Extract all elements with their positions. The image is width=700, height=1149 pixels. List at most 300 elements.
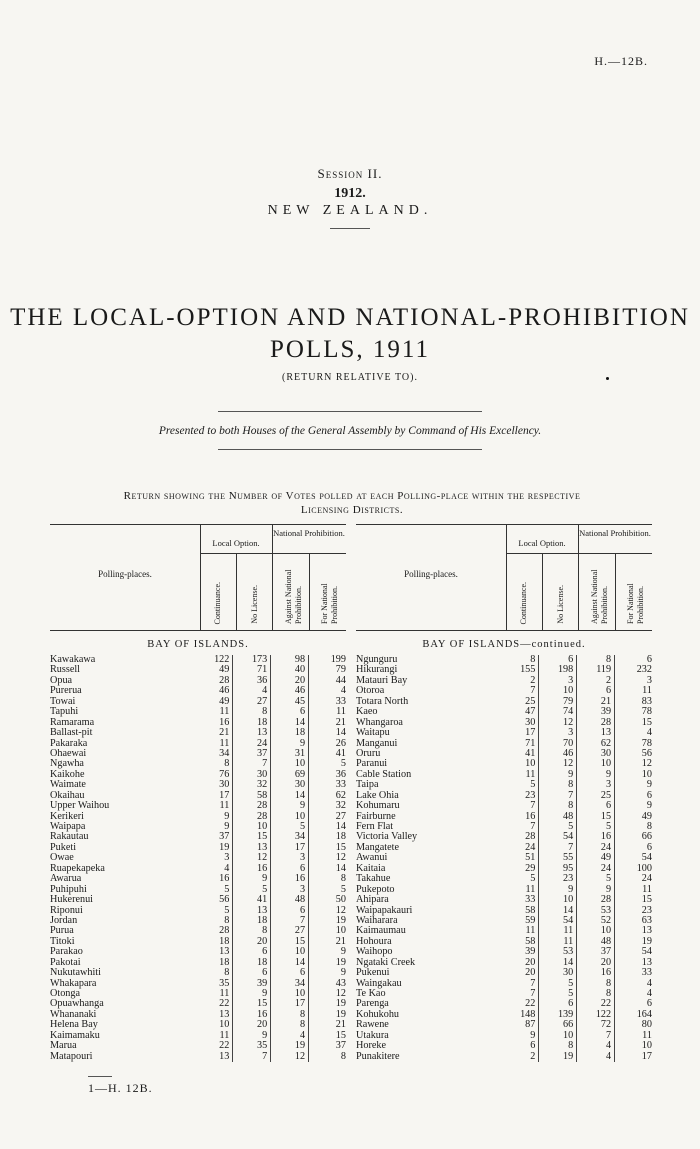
no-license-value: 6 <box>233 947 271 957</box>
polling-place-name: Kaeo <box>356 707 378 718</box>
for-np-value: 26 <box>335 737 346 749</box>
for-np-value: 50 <box>335 894 346 906</box>
no-license-value: 12 <box>233 853 271 863</box>
no-license-value: 8 <box>539 1041 577 1051</box>
continuance-value: 56 <box>195 895 233 905</box>
for-np-value: 100 <box>636 862 652 874</box>
for-np-value: 49 <box>641 810 652 822</box>
no-license-value: 7 <box>539 843 577 853</box>
continuance-value: 49 <box>195 697 233 707</box>
continuance-value: 7 <box>501 979 539 989</box>
page-footer: 1—H. 12B. <box>88 1081 153 1095</box>
polling-place-name: Puketi <box>50 842 77 853</box>
for-np-value: 15 <box>335 1029 346 1041</box>
no-license-value: 14 <box>539 906 577 916</box>
header-divider <box>615 553 616 630</box>
polling-place-name: Hohoura <box>356 936 392 947</box>
no-license-value: 6 <box>539 999 577 1009</box>
header-divider <box>236 553 237 630</box>
continuance-value: 8 <box>195 968 233 978</box>
polling-place-name: Kaitaia <box>356 863 386 874</box>
no-license-value: 58 <box>233 791 271 801</box>
against-np-value: 2 <box>577 676 615 686</box>
against-np-value: 72 <box>577 1020 615 1030</box>
for-np-value: 14 <box>335 727 346 739</box>
against-np-value: 9 <box>271 739 309 749</box>
for-np-value: 21 <box>335 1019 346 1031</box>
against-np-value: 119 <box>577 665 615 675</box>
no-license-value: 5 <box>539 989 577 999</box>
no-license-value: 79 <box>539 697 577 707</box>
continuance-value: 122 <box>195 655 233 665</box>
document-title-line1: THE LOCAL-OPTION AND NATIONAL-PROHIBITION <box>10 304 690 331</box>
for-np-value: 13 <box>641 956 652 968</box>
for-np-value: 6 <box>646 998 652 1010</box>
continuance-value: 7 <box>501 822 539 832</box>
col-national-prohibition: National Prohibition. <box>273 528 345 538</box>
polling-place-name: Awanui <box>356 853 388 864</box>
polling-place-name: Horeke <box>356 1041 386 1052</box>
for-np-value: 15 <box>641 894 652 906</box>
polling-place-name: Opuawhanga <box>50 999 104 1010</box>
for-np-value: 79 <box>335 664 346 676</box>
no-license-value: 5 <box>233 885 271 895</box>
against-np-value: 5 <box>577 822 615 832</box>
against-np-value: 69 <box>271 770 309 780</box>
against-np-value: 13 <box>577 728 615 738</box>
for-np-value: 11 <box>336 706 346 718</box>
continuance-value: 4 <box>195 864 233 874</box>
against-np-value: 8 <box>271 1010 309 1020</box>
polling-place-name: Otoroa <box>356 686 385 697</box>
continuance-value: 25 <box>501 697 539 707</box>
no-license-value: 48 <box>539 812 577 822</box>
polling-place-name: Waihopo <box>356 947 393 958</box>
no-license-value: 37 <box>233 749 271 759</box>
polling-place-name: Rakautau <box>50 832 89 843</box>
for-np-value: 8 <box>340 1050 346 1062</box>
for-np-value: 54 <box>641 852 652 864</box>
no-license-value: 9 <box>233 1031 271 1041</box>
return-heading-line2: Licensing Districts. <box>300 504 404 516</box>
document-subtitle: (RETURN RELATIVE TO). <box>282 372 418 383</box>
continuance-value: 5 <box>501 780 539 790</box>
polling-place-name: Matapouri <box>50 1051 93 1062</box>
no-license-value: 9 <box>539 885 577 895</box>
against-np-value: 24 <box>577 843 615 853</box>
no-license-value: 12 <box>539 759 577 769</box>
against-np-value: 9 <box>271 801 309 811</box>
table-row <box>356 968 652 978</box>
continuance-value: 59 <box>501 916 539 926</box>
table-row <box>50 801 346 811</box>
polling-place-name: Waiharara <box>356 915 398 926</box>
polling-place-name: Kaimamaku <box>50 1030 100 1041</box>
continuance-value: 11 <box>195 707 233 717</box>
continuance-value: 9 <box>501 1031 539 1041</box>
continuance-value: 16 <box>195 874 233 884</box>
for-np-value: 5 <box>340 758 346 770</box>
against-np-value: 40 <box>271 665 309 675</box>
col-no-license: No License. <box>556 585 565 624</box>
polling-place-name: Lake Ohia <box>356 790 399 801</box>
header-divider <box>272 525 273 630</box>
polling-place-name: Waipapa <box>50 822 86 832</box>
for-np-value: 62 <box>335 789 346 801</box>
continuance-value: 11 <box>195 1031 233 1041</box>
polling-place-name: Takahue <box>356 874 391 885</box>
against-np-value: 16 <box>271 874 309 884</box>
no-license-value: 16 <box>233 1010 271 1020</box>
for-np-value: 12 <box>335 988 346 999</box>
no-license-value: 55 <box>539 853 577 863</box>
for-np-value: 43 <box>335 977 346 989</box>
continuance-value: 24 <box>501 843 539 853</box>
for-np-value: 199 <box>330 654 346 665</box>
continuance-value: 18 <box>195 937 233 947</box>
continuance-value: 11 <box>195 801 233 811</box>
continuance-value: 10 <box>195 1020 233 1030</box>
header-divider <box>542 553 543 630</box>
no-license-value: 16 <box>233 864 271 874</box>
for-np-value: 8 <box>340 873 346 885</box>
for-np-value: 33 <box>641 967 652 979</box>
no-license-value: 7 <box>539 791 577 801</box>
no-license-value: 30 <box>233 770 271 780</box>
against-np-value: 98 <box>271 655 309 665</box>
for-np-value: 63 <box>641 914 652 926</box>
no-license-value: 20 <box>233 937 271 947</box>
for-np-value: 27 <box>335 810 346 822</box>
polling-place-name: Ahipara <box>356 895 389 906</box>
polling-place-name: Te Kao <box>356 989 386 999</box>
continuance-value: 2 <box>501 1052 539 1062</box>
for-np-value: 33 <box>335 779 346 791</box>
continuance-value: 148 <box>501 1010 539 1020</box>
polling-place-name: Purua <box>50 926 74 937</box>
against-np-value: 10 <box>271 759 309 769</box>
section-title-right: BAY OF ISLANDS—continued. <box>422 639 586 650</box>
no-license-value: 10 <box>233 822 271 832</box>
no-license-value: 5 <box>539 822 577 832</box>
country-label: NEW ZEALAND. <box>267 203 433 218</box>
for-np-value: 19 <box>335 956 346 968</box>
polling-place-name: Ballast-pit <box>50 728 93 739</box>
against-np-value: 14 <box>271 718 309 728</box>
continuance-value: 33 <box>501 895 539 905</box>
against-np-value: 18 <box>271 728 309 738</box>
polling-place-name: Purerua <box>50 686 82 697</box>
table-row <box>356 728 652 738</box>
against-np-value: 6 <box>577 801 615 811</box>
continuance-value: 22 <box>501 999 539 1009</box>
against-np-value: 16 <box>577 832 615 842</box>
continuance-value: 47 <box>501 707 539 717</box>
no-license-value: 54 <box>539 916 577 926</box>
no-license-value: 9 <box>233 874 271 884</box>
continuance-value: 34 <box>195 749 233 759</box>
polling-place-name: Mangatete <box>356 842 399 853</box>
no-license-value: 71 <box>233 665 271 675</box>
against-np-value: 4 <box>577 1052 615 1062</box>
for-np-value: 54 <box>641 946 652 958</box>
continuance-value: 6 <box>501 1041 539 1051</box>
continuance-value: 58 <box>501 906 539 916</box>
continuance-value: 23 <box>501 791 539 801</box>
against-np-value: 10 <box>577 926 615 936</box>
continuance-value: 155 <box>501 665 539 675</box>
for-np-value: 83 <box>641 695 652 707</box>
polling-place-name: Pakotai <box>50 957 81 968</box>
no-license-value: 24 <box>233 739 271 749</box>
against-np-value: 53 <box>577 906 615 916</box>
no-license-value: 95 <box>539 864 577 874</box>
against-np-value: 39 <box>577 707 615 717</box>
against-np-value: 19 <box>271 1041 309 1051</box>
polling-place-name: Otonga <box>50 989 80 999</box>
polling-place-name: Kerikeri <box>50 811 84 822</box>
for-np-value: 36 <box>335 768 346 780</box>
against-np-value: 17 <box>271 999 309 1009</box>
for-np-value: 4 <box>340 685 346 697</box>
short-rule <box>330 228 370 229</box>
no-license-value: 139 <box>539 1010 577 1020</box>
no-license-value: 15 <box>233 999 271 1009</box>
continuance-value: 28 <box>501 832 539 842</box>
no-license-value: 8 <box>233 707 271 717</box>
table-header-right <box>356 524 652 631</box>
polling-place-name: Towai <box>50 696 76 707</box>
continuance-value: 87 <box>501 1020 539 1030</box>
no-license-value: 11 <box>539 937 577 947</box>
votes-table-left <box>50 524 346 1062</box>
polling-place-name: Hukerenui <box>50 895 93 906</box>
for-np-value: 19 <box>335 914 346 926</box>
against-np-value: 34 <box>271 832 309 842</box>
against-np-value: 31 <box>271 749 309 759</box>
against-np-value: 5 <box>577 874 615 884</box>
polling-place-name: Pukepoto <box>356 884 395 895</box>
no-license-value: 9 <box>233 989 271 999</box>
polling-place-name: Helena Bay <box>50 1020 98 1031</box>
for-np-value: 78 <box>641 706 652 718</box>
continuance-value: 13 <box>195 947 233 957</box>
for-np-value: 15 <box>641 716 652 728</box>
polling-place-name: Oruru <box>356 748 381 759</box>
polling-place-name: Ramarama <box>50 717 95 728</box>
continuance-value: 51 <box>501 853 539 863</box>
for-np-value: 6 <box>646 841 652 853</box>
for-np-value: 21 <box>335 716 346 728</box>
continuance-value: 46 <box>195 686 233 696</box>
polling-place-name: Utakura <box>356 1030 389 1041</box>
no-license-value: 23 <box>539 874 577 884</box>
against-np-value: 3 <box>271 853 309 863</box>
continuance-value: 13 <box>195 1010 233 1020</box>
for-np-value: 9 <box>646 800 652 812</box>
against-np-value: 48 <box>271 895 309 905</box>
for-np-value: 10 <box>335 925 346 937</box>
no-license-value: 9 <box>539 770 577 780</box>
against-np-value: 37 <box>577 947 615 957</box>
no-license-value: 198 <box>539 665 577 675</box>
no-license-value: 28 <box>233 812 271 822</box>
footer-rule <box>88 1076 112 1077</box>
against-np-value: 122 <box>577 1010 615 1020</box>
polling-place-name: Whakapara <box>50 978 97 989</box>
for-np-value: 11 <box>642 883 652 895</box>
polling-place-name: Kohukohu <box>356 1009 400 1020</box>
for-np-value: 9 <box>340 967 346 979</box>
no-license-value: 36 <box>233 676 271 686</box>
continuance-value: 16 <box>195 718 233 728</box>
no-license-value: 173 <box>233 655 271 665</box>
rule-below-presented <box>218 449 482 450</box>
continuance-value: 8 <box>195 759 233 769</box>
for-np-value: 164 <box>636 1008 652 1020</box>
polling-place-name: Cable Station <box>356 769 412 780</box>
for-np-value: 5 <box>340 883 346 895</box>
continuance-value: 8 <box>501 655 539 665</box>
no-license-value: 10 <box>539 895 577 905</box>
no-license-value: 15 <box>233 832 271 842</box>
against-np-value: 9 <box>577 885 615 895</box>
no-license-value: 13 <box>233 728 271 738</box>
no-license-value: 7 <box>233 759 271 769</box>
against-np-value: 22 <box>577 999 615 1009</box>
against-np-value: 10 <box>271 989 309 999</box>
continuance-value: 7 <box>501 686 539 696</box>
polling-place-name: Victoria Valley <box>356 832 418 843</box>
table-row <box>50 728 346 738</box>
against-np-value: 25 <box>577 791 615 801</box>
polling-place-name: Puhipuhi <box>50 884 87 895</box>
for-np-value: 8 <box>646 821 652 832</box>
against-np-value: 46 <box>271 686 309 696</box>
against-np-value: 4 <box>577 1041 615 1051</box>
no-license-value: 46 <box>539 749 577 759</box>
continuance-value: 21 <box>195 728 233 738</box>
for-np-value: 44 <box>335 674 346 686</box>
table-body-right <box>356 655 652 1062</box>
continuance-value: 37 <box>195 832 233 842</box>
polling-place-name: Russell <box>50 665 81 676</box>
no-license-value: 10 <box>539 1031 577 1041</box>
for-np-value: 56 <box>641 747 652 759</box>
for-np-value: 12 <box>335 904 346 916</box>
polling-place-name: Marua <box>50 1041 77 1052</box>
for-np-value: 78 <box>641 737 652 749</box>
polling-place-name: Hikurangi <box>356 665 398 676</box>
against-np-value: 7 <box>577 1031 615 1041</box>
against-np-value: 9 <box>577 770 615 780</box>
no-license-value: 35 <box>233 1041 271 1051</box>
continuance-value: 7 <box>501 801 539 811</box>
against-np-value: 6 <box>271 968 309 978</box>
continuance-value: 22 <box>195 1041 233 1051</box>
continuance-value: 41 <box>501 749 539 759</box>
continuance-value: 5 <box>195 885 233 895</box>
polling-place-name: Pakaraka <box>50 738 88 749</box>
polling-place-name: Punakitere <box>356 1051 400 1062</box>
continuance-value: 7 <box>501 989 539 999</box>
for-np-value: 24 <box>641 873 652 885</box>
no-license-value: 30 <box>539 968 577 978</box>
no-license-value: 3 <box>539 676 577 686</box>
polling-place-name: Kaimaumau <box>356 926 406 937</box>
polling-place-name: Fairburne <box>356 811 396 822</box>
for-np-value: 9 <box>340 946 346 958</box>
against-np-value: 14 <box>271 791 309 801</box>
year-label: 1912. <box>334 186 366 201</box>
against-np-value: 30 <box>577 749 615 759</box>
col-local-option: Local Option. <box>212 538 260 548</box>
against-np-value: 12 <box>271 1052 309 1062</box>
polling-place-name: Kohumaru <box>356 801 400 812</box>
continuance-value: 35 <box>195 979 233 989</box>
col-for-np: For National Prohibition. <box>626 583 645 624</box>
against-np-value: 15 <box>271 937 309 947</box>
continuance-value: 8 <box>195 916 233 926</box>
votes-table-right <box>356 524 652 1062</box>
polling-place-name: Matauri Bay <box>356 675 408 686</box>
table-body-left <box>50 655 346 1062</box>
continuance-value: 49 <box>195 665 233 675</box>
against-np-value: 30 <box>271 780 309 790</box>
continuance-value: 2 <box>501 676 539 686</box>
polling-place-name: Taipa <box>356 780 379 791</box>
against-np-value: 10 <box>271 812 309 822</box>
no-license-value: 39 <box>233 979 271 989</box>
against-np-value: 52 <box>577 916 615 926</box>
no-license-value: 18 <box>233 958 271 968</box>
for-np-value: 37 <box>335 1040 346 1052</box>
col-national-prohibition: National Prohibition. <box>579 528 651 538</box>
continuance-value: 17 <box>195 791 233 801</box>
polling-place-name: Kawakawa <box>50 655 96 665</box>
against-np-value: 6 <box>577 686 615 696</box>
no-license-value: 66 <box>539 1020 577 1030</box>
against-np-value: 16 <box>577 968 615 978</box>
for-np-value: 10 <box>641 768 652 780</box>
for-np-value: 9 <box>646 779 652 791</box>
against-np-value: 5 <box>271 822 309 832</box>
polling-place-name: Nukutawhiti <box>50 968 101 979</box>
table-row <box>50 968 346 978</box>
against-np-value: 10 <box>271 947 309 957</box>
against-np-value: 17 <box>271 843 309 853</box>
no-license-value: 7 <box>233 1052 271 1062</box>
no-license-value: 3 <box>539 728 577 738</box>
against-np-value: 28 <box>577 895 615 905</box>
col-against-np: Against National Prohibition. <box>284 569 303 624</box>
continuance-value: 22 <box>195 999 233 1009</box>
against-np-value: 6 <box>271 864 309 874</box>
for-np-value: 15 <box>335 841 346 853</box>
for-np-value: 14 <box>335 862 346 874</box>
return-heading <box>52 489 652 517</box>
for-np-value: 19 <box>641 935 652 947</box>
continuance-value: 10 <box>501 759 539 769</box>
continuance-value: 58 <box>501 937 539 947</box>
against-np-value: 21 <box>577 697 615 707</box>
against-np-value: 14 <box>271 958 309 968</box>
col-for-np: For National Prohibition. <box>320 583 339 624</box>
polling-place-name: Okaihau <box>50 790 85 801</box>
no-license-value: 13 <box>233 843 271 853</box>
continuance-value: 9 <box>195 812 233 822</box>
against-np-value: 3 <box>577 780 615 790</box>
